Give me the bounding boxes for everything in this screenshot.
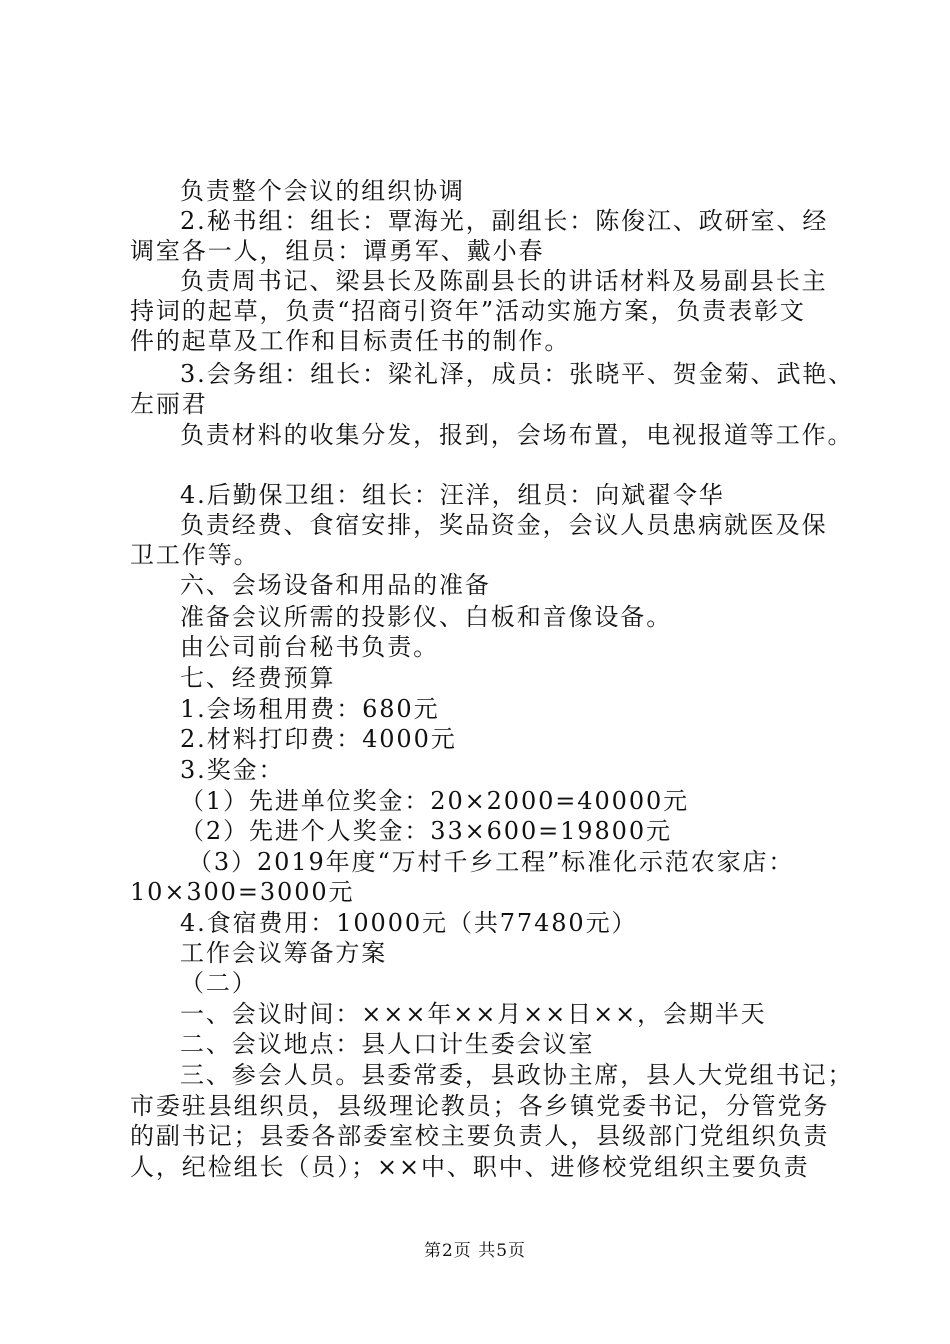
paragraph-line: （二） [180,969,258,997]
paragraph-line: 左丽君 [130,390,208,418]
section-heading: 工作会议筹备方案 [180,939,388,967]
paragraph-line: 负责材料的收集分发，报到，会场布置，电视报道等工作。 [180,421,854,449]
paragraph-line: 2.秘书组：组长：覃海光，副组长：陈俊江、政研室、经 [180,207,829,235]
paragraph-line: （1）先进单位奖金：20×2000=40000元 [180,787,690,815]
section-heading: 七、经费预算 [180,664,336,692]
paragraph-line: 1.会场租用费：680元 [180,695,440,723]
paragraph-line: 卫工作等。 [130,541,260,569]
section-heading: 六、会场设备和用品的准备 [180,571,491,599]
paragraph-line: 10×300=3000元 [130,878,355,906]
page-footer: 第2页 共5页 [423,1241,527,1261]
paragraph-line: 负责经费、食宿安排，奖品资金，会议人员患病就医及保 [180,511,828,539]
paragraph-line: 由公司前台秘书负责。 [180,633,439,661]
paragraph-line: 调室各一人，组员：谭勇军、戴小春 [130,237,545,265]
paragraph-line: 市委驻县组织员，县级理论教员；各乡镇党委书记，分管党务 [130,1092,830,1120]
paragraph-line: 人，纪检组长（员）；××中、职中、进修校党组织主要负责 [130,1153,810,1181]
paragraph-line: 3.奖金： [180,756,285,784]
paragraph-line: （3）2019年度“万村千乡工程”标准化示范农家店： [188,848,795,876]
paragraph-line: 负责周书记、梁县长及陈副县长的讲话材料及易副县长主 [180,267,828,295]
paragraph-line: 准备会议所需的投影仪、白板和音像设备。 [180,603,673,631]
paragraph-line: 负责整个会议的组织协调 [180,177,465,205]
paragraph-line: 一、会议时间：×××年××月××日××，会期半天 [180,1000,767,1028]
paragraph-line: 3.会务组：组长：梁礼泽，成员：张晓平、贺金菊、武艳、 [180,360,855,388]
paragraph-line: 三、参会人员。县委常委，县政协主席，县人大党组书记； [180,1061,854,1089]
paragraph-line: （2）先进个人奖金：33×600=19800元 [180,817,672,845]
paragraph-line: 4.后勤保卫组：组长：汪洋，组员：向斌翟令华 [180,481,725,509]
paragraph-line: 件的起草及工作和目标责任书的制作。 [130,327,571,355]
paragraph-line: 2.材料打印费：4000元 [180,725,457,753]
paragraph-line: 持词的起草，负责“招商引资年”活动实施方案，负责表彰文 [130,297,806,325]
paragraph-line: 的副书记；县委各部委室校主要负责人，县级部门党组织负责 [130,1122,830,1150]
paragraph-line: 二、会议地点：县人口计生委会议室 [180,1030,595,1058]
paragraph-line: 4.食宿费用：10000元（共77480元） [180,909,638,937]
